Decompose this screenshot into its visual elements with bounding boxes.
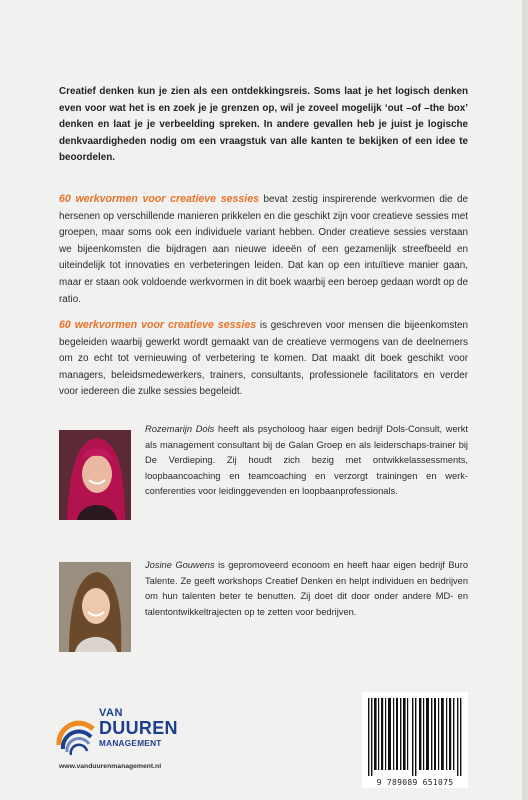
author-bio-text: heeft als psycholoog haar eigen bedrijf Dols-Consult, werkt als management consultant bij de Galan Groep en als leiderschaps-trainer bij De Verdieping. Zij houdt zich bezig met ontwikkelassessments, loopbaancoaching en teamcoaching en verzorgt trainingen en werk-conferenties voor leidinggevenden en loopbaanprofessionals. [145, 424, 468, 497]
audience-text: is geschreven voor mensen die bijeenkomsten begeleiden waarbij gewerkt wordt gemaakt van de creatieve vermogens van de deelnemers om zo echt tot vernieuwing of verbetering te komen. Dat maakt dit boek geschikt voor managers, beleidsmedewerkers, trainers, consultants, professionele facilitators en verder voor iedereen die zulke sessies begeleidt. [59, 320, 469, 398]
author-bio-text: is gepromoveerd econoom en heeft haar eigen bedrijf Buro Talente. Ze geeft workshops Creatief Denken en helpt individuen en bedrijven om hun talenten beter te benutten. Zij doet dit door onder andere MD- en talentontwikkeltrajecten op te zetten voor bedrijven. [145, 560, 468, 617]
barcode-bars [362, 692, 468, 778]
author-name: Josine Gouwens [145, 560, 215, 570]
barcode [362, 692, 468, 778]
logo-text-management: MANAGEMENT [99, 739, 162, 748]
author-name: Rozemarijn Dols [145, 424, 215, 434]
logo-text-duuren: DUUREN [99, 718, 178, 738]
author-bio-rozemarijn [145, 422, 468, 500]
portrait-image [59, 562, 131, 652]
barcode-number: 9 789089 651075 [376, 778, 454, 787]
publisher-url: www.vanduurenmanagement.nl [59, 763, 162, 770]
author-bio-josine [145, 558, 468, 620]
portrait-image [59, 430, 131, 520]
description-paragraph [59, 191, 468, 308]
author-photo-rozemarijn [59, 430, 131, 520]
author-photo-josine [59, 562, 131, 652]
audience-paragraph [59, 317, 468, 401]
description-text: bevat zestig inspirerende werkvormen die de hersenen op verschillende manieren prikkelen en die geschikt zijn voor creatieve sessies met groepen, maar soms ook een individuele variant hebben. Onder creatieve sessies verstaan we bijeenkomsten die bijdragen aan nieuwe ideeën of een gezamenlijk streefbeeld en uiteindelijk tot innovaties en verbeteringen leiden. Dat kan op een intuïtieve manier gaan, maar er staan ook voldoende werkvormen in dit boek waarbij een beroep gedaan wordt op de ratio. [59, 194, 468, 305]
logo-text-van: VAN [99, 707, 123, 719]
book-title-highlight-2: 60 werkvormen voor creatieve sessies [59, 319, 257, 331]
intro-paragraph: Creatief denken kun je zien als een ontdekkingsreis. Soms laat je het logisch denken even voor wat het is en zoek je je grenzen op, wil je zoveel mogelijk ‘out –of –the box’ denken en laat je je verbeelding spreken. In andere gevallen heb je juist je logische denkvaardigheden nodig om een vraagstuk van alle kanten te bekijken of een idee te beoordelen. [59, 86, 468, 164]
publisher-logo-icon [55, 707, 97, 757]
publisher-logo [55, 707, 178, 757]
book-title-highlight: 60 werkvormen voor creatieve sessies [59, 193, 260, 205]
